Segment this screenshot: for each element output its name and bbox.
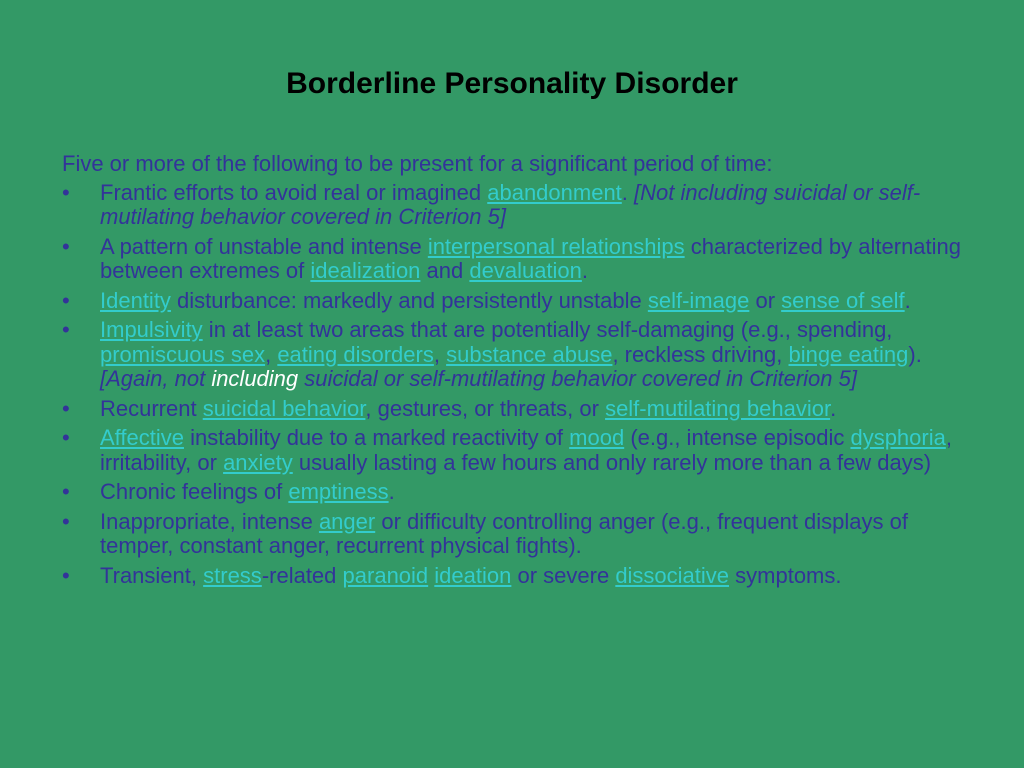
link-identity[interactable]: Identity (100, 287, 171, 313)
link-abandonment[interactable]: abandonment (487, 179, 622, 205)
slide-title: Borderline Personality Disorder (286, 67, 738, 100)
link-self-image[interactable]: self-image (647, 287, 750, 313)
link-impulsivity[interactable]: Impulsivity (100, 317, 203, 342)
list-item (62, 510, 972, 559)
bullet-icon: • (62, 179, 70, 205)
bullet-icon: • (62, 233, 70, 259)
bullet-icon: • (62, 508, 70, 534)
list-item (62, 397, 972, 422)
link-suicidal-behavior[interactable]: suicidal behavior (202, 395, 366, 421)
item-text: ). (908, 341, 922, 367)
list-item (62, 235, 972, 284)
link-self-mutilating-behavior[interactable]: self-mutilating behavior (605, 395, 831, 421)
link-anxiety[interactable]: anxiety (223, 449, 293, 475)
item-text: . (581, 258, 589, 283)
criteria-list (62, 181, 972, 589)
bullet-icon: • (62, 562, 70, 588)
item-text: , (265, 341, 278, 367)
item-text: or (749, 287, 782, 313)
item-text: Transient, (100, 562, 204, 588)
list-item (62, 289, 972, 314)
item-note-highlight: including (211, 366, 299, 391)
link-dysphoria[interactable]: dysphoria (850, 425, 946, 450)
link-dissociative[interactable]: dissociative (615, 562, 730, 588)
item-note: [Again, not (100, 366, 212, 391)
intro-text: Five or more of the following to be present for a significant period of time: (62, 151, 773, 176)
link-emptiness[interactable]: emptiness (288, 479, 389, 504)
item-text: -related (261, 562, 343, 588)
item-note: suicidal or self-mutilating behavior covered in Criterion 5] (298, 366, 857, 391)
item-text: characterized by alternating between extremes of (100, 233, 962, 283)
item-text: . (388, 479, 395, 504)
bullet-icon: • (62, 317, 70, 342)
bullet-icon: • (62, 479, 70, 504)
item-text: Frantic efforts to avoid real or imagined (100, 179, 488, 205)
item-text: instability due to a marked reactivity of (183, 425, 570, 450)
link-paranoid[interactable]: paranoid (342, 562, 429, 588)
item-text: in at least two areas that are potentially self-damaging (e.g., spending, (202, 317, 893, 342)
item-text: , reckless driving, (612, 341, 789, 367)
link-substance-abuse[interactable]: substance abuse (446, 341, 613, 367)
list-item (62, 318, 972, 392)
link-stress[interactable]: stress (203, 562, 262, 588)
item-text: or severe (511, 562, 616, 588)
item-text: . (904, 287, 911, 313)
bullet-icon: • (62, 425, 70, 450)
item-text: , (433, 341, 447, 367)
link-anger[interactable]: anger (318, 508, 376, 534)
list-item (62, 181, 972, 230)
list-item (62, 480, 972, 505)
link-promiscuous-sex[interactable]: promiscuous sex (100, 341, 266, 367)
link-eating-disorders[interactable]: eating disorders (277, 341, 434, 367)
link-sense-of-self[interactable]: sense of self (781, 287, 905, 313)
bullet-icon: • (62, 287, 70, 313)
item-text: . (830, 395, 837, 421)
slide-content (62, 152, 972, 593)
item-text: , irritability, or (100, 425, 952, 475)
link-binge-eating[interactable]: binge eating (788, 341, 909, 367)
item-text: or difficulty controlling anger (e.g., frequent displays of temper, constant anger, recurrent physical fights). (100, 508, 908, 558)
link-mood[interactable]: mood (569, 425, 625, 450)
list-item (62, 564, 972, 589)
link-ideation[interactable]: ideation (434, 562, 512, 588)
item-text: (e.g., intense episodic (624, 425, 851, 450)
item-note: [Not including suicidal or self-mutilating behavior covered in Criterion 5] (100, 179, 921, 229)
item-text: Chronic feelings of (100, 479, 289, 504)
link-affective[interactable]: Affective (100, 425, 184, 450)
item-text: Recurrent (100, 395, 203, 421)
item-text: A pattern of unstable and intense (100, 233, 428, 259)
item-text: usually lasting a few hours and only rarely more than a few days) (292, 449, 932, 475)
link-devaluation[interactable]: devaluation (469, 258, 582, 283)
item-text: and (420, 258, 470, 283)
item-text: , gestures, or threats, or (365, 395, 606, 421)
item-text: disturbance: markedly and persistently unstable (170, 287, 648, 313)
item-text: . (621, 179, 635, 205)
item-text: Inappropriate, intense (100, 508, 319, 534)
item-text: symptoms. (729, 562, 842, 588)
list-item (62, 426, 972, 475)
bullet-icon: • (62, 395, 70, 421)
link-interpersonal-relationships[interactable]: interpersonal relationships (427, 233, 685, 259)
link-idealization[interactable]: idealization (310, 258, 421, 283)
